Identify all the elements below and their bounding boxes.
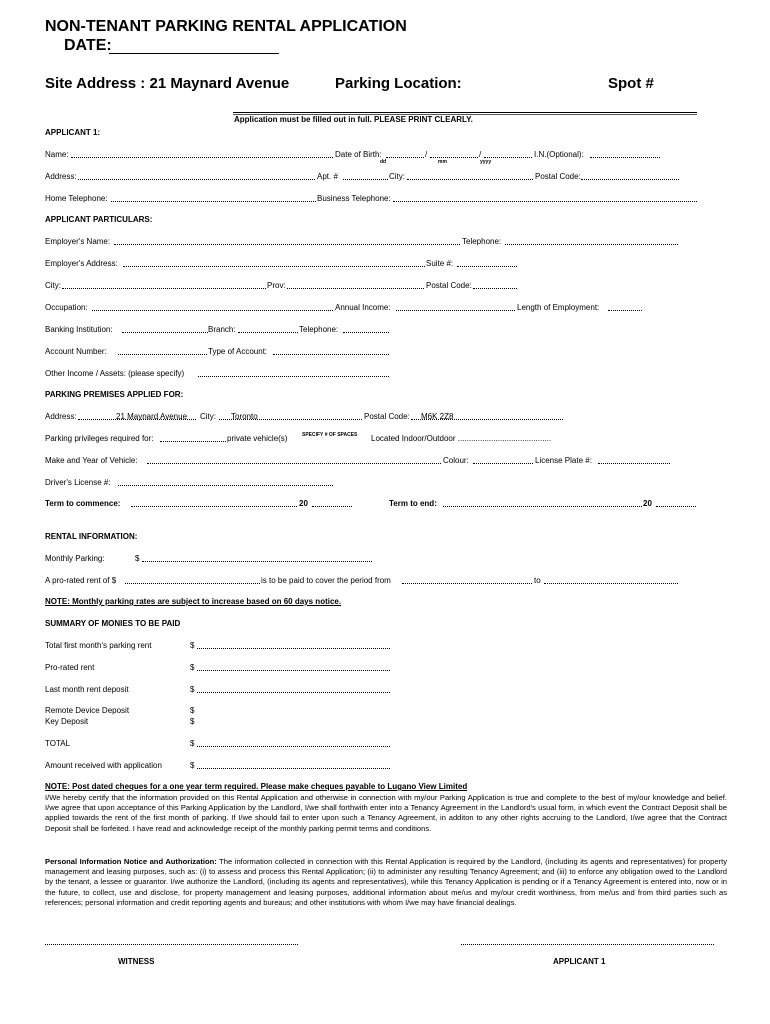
dob-sep-2: / [479, 150, 482, 159]
prov-field[interactable] [287, 280, 424, 289]
prorated-period-label: is to be paid to cover the period from [261, 576, 391, 585]
prorated-rent-field[interactable] [197, 662, 390, 671]
other-income-label: Other Income / Assets: (please specify) [45, 369, 185, 378]
summary-label: Amount received with application [45, 761, 162, 770]
applicant1-heading: APPLICANT 1: [45, 128, 101, 137]
type-account-label: Type of Account: [208, 347, 268, 356]
premises-heading: PARKING PREMISES APPLIED FOR: [45, 390, 184, 399]
privileges-field[interactable] [160, 433, 226, 442]
account-number-label: Account Number: [45, 347, 107, 356]
instruction-text: Application must be filled out in full. PLEASE PRINT CLEARLY. [234, 115, 473, 124]
employer-name-field[interactable] [114, 236, 460, 245]
premises-city-value: Toronto [231, 412, 258, 421]
private-vehicle-label: private vehicle(s) [227, 434, 288, 443]
summary-dollar: $ [190, 706, 195, 715]
rate-increase-note: NOTE: Monthly parking rates are subject to increase based on 60 days notice. [45, 597, 342, 606]
city-label: City: [389, 172, 405, 181]
spot-label: Spot # [608, 75, 654, 92]
employer-address-field[interactable] [123, 258, 425, 267]
apt-field[interactable] [343, 171, 388, 180]
summary-label: Total first month's parking rent [45, 641, 152, 650]
apt-label: Apt. # [317, 172, 338, 181]
term-end-20: 20 [643, 499, 652, 508]
suite-field[interactable] [457, 258, 517, 267]
particulars-heading: APPLICANT PARTICULARS: [45, 215, 153, 224]
site-address: Site Address : 21 Maynard Avenue [45, 75, 290, 92]
license-plate-field[interactable] [598, 455, 670, 464]
cheques-note: NOTE: Post dated cheques for a one year term required. Please make cheques payable to Lugano View Limited [45, 782, 468, 791]
last-month-field[interactable] [197, 684, 390, 693]
total-field[interactable] [197, 738, 390, 747]
postal-label: Postal Code: [535, 172, 581, 181]
certification-paragraph: I/We hereby certify that the information provided on this Rental Application and otherwise in connection with my/our Parking Application is true and complete to the best of my/our knowledge and belief. I/we agree that upon acceptance of this Parking Application by the Landlord, I/we shall forthwith enter into a Tenancy Agreement in the Landlord's usual form, in which event the Contract Deposit shall be applied towards the rent of the first month of parking. If I/we should fail to enter upon such a Tenancy Agreement, in additon to any other rights accruing to the Landlord, I/we agree that the Contract Deposit shall be forfeited. I have read and acknowledge receipt of the monthly parking permit terms and conditions. [45, 793, 727, 833]
summary-dollar: $ [190, 717, 195, 726]
prov-label: Prov: [267, 281, 286, 290]
term-commence-year-field[interactable] [312, 498, 352, 507]
employer-tel-label: Telephone: [462, 237, 502, 246]
summary-dollar: $ [190, 739, 195, 748]
date-label: DATE: [64, 37, 112, 54]
annual-income-label: Annual Income: [335, 303, 391, 312]
other-income-field[interactable] [198, 368, 389, 377]
in-field[interactable] [590, 149, 660, 158]
business-tel-label: Business Telephone: [317, 194, 391, 203]
license-plate-label: License Plate #: [535, 456, 592, 465]
monthly-dollar: $ [135, 554, 140, 563]
prorated-field[interactable] [125, 575, 260, 584]
privacy-paragraph [45, 857, 727, 908]
prorated-label: A pro-rated rent of $ [45, 576, 117, 585]
employer-tel-field[interactable] [505, 236, 678, 245]
monthly-parking-field[interactable] [142, 553, 372, 562]
summary-heading: SUMMARY OF MONIES TO BE PAID [45, 619, 181, 628]
emp-postal-field[interactable] [473, 280, 517, 289]
located-label: Located Indoor/Outdoor .......................................... [371, 434, 552, 443]
make-year-label: Make and Year of Vehicle: [45, 456, 138, 465]
first-month-field[interactable] [197, 640, 390, 649]
employer-address-label: Employer's Address: [45, 259, 118, 268]
term-commence-field[interactable] [131, 498, 297, 507]
monthly-parking-label: Monthly Parking: [45, 554, 105, 563]
summary-label: Remote Device Deposit [45, 706, 130, 715]
annual-income-field[interactable] [396, 302, 515, 311]
term-commence-20: 20 [299, 499, 308, 508]
city-field[interactable] [407, 171, 533, 180]
witness-signature-line[interactable] [45, 936, 298, 945]
name-label: Name: [45, 150, 69, 159]
home-tel-field[interactable] [111, 193, 316, 202]
dob-year-field[interactable] [484, 149, 532, 158]
prorated-from-field[interactable] [402, 575, 532, 584]
term-end-year-field[interactable] [656, 498, 696, 507]
header-rule [233, 112, 697, 113]
summary-label: Key Deposit [45, 717, 89, 726]
colour-field[interactable] [473, 455, 533, 464]
premises-address-label: Address: [45, 412, 77, 421]
dob-label: Date of Birth: [335, 150, 382, 159]
prorated-to-label: to [534, 576, 541, 585]
employer-name-label: Employer's Name: [45, 237, 111, 246]
premises-postal-label: Postal Code: [364, 412, 410, 421]
mm-hint: mm [438, 159, 447, 165]
make-year-field[interactable] [147, 455, 441, 464]
dob-sep-1: / [425, 150, 428, 159]
bank-tel-label: Telephone: [299, 325, 339, 334]
emp-postal-label: Postal Code: [426, 281, 472, 290]
length-employment-label: Length of Employment: [517, 303, 600, 312]
emp-city-field[interactable] [62, 280, 266, 289]
privacy-text: The information collected in connection with this Rental Application is required by the Landlord, (including its agents and representatives) for property management and leasing purposes, such as: (i) to assess and process this Rental Application; (ii) to administer any resulting Tenancy Agreement; and (iii) to enforce any obligation owed to the Landlord by the tenant, a lessee or guarantor. I/we authorize the Landlord, (including its agents and representatives), while this Tenancy Application is pending or if a Tenancy Agreement is entered into, now or in the future, to collect, use and disclose, for property management and leasing purposes, additional information about me/us and my/our credit worthiness, from me/us and from third parties such as references; personal information and credit reporting agents and bureaus; and other institutions with whom I/we may have financial dealings. [45, 857, 727, 907]
emp-city-label: City: [45, 281, 61, 290]
rental-heading: RENTAL INFORMATION: [45, 532, 138, 541]
dob-day-field[interactable] [386, 149, 424, 158]
colour-label: Colour: [443, 456, 469, 465]
banking-label: Banking Institution: [45, 325, 113, 334]
in-label: I.N.(Optional): [534, 150, 584, 159]
applicant-signature-label: APPLICANT 1 [553, 957, 606, 966]
premises-postal-value: M6K 2Z8 [421, 412, 454, 421]
date-field[interactable] [109, 39, 279, 54]
form-title: NON-TENANT PARKING RENTAL APPLICATION [45, 18, 407, 35]
business-tel-field[interactable] [393, 193, 697, 202]
term-commence-label: Term to commence: [45, 499, 121, 508]
specify-spaces-hint: SPECIFY # OF SPACES [302, 432, 358, 438]
amount-received-field[interactable] [197, 760, 390, 769]
summary-label: TOTAL [45, 739, 71, 748]
account-number-field[interactable] [118, 346, 207, 355]
length-employment-field[interactable] [608, 302, 642, 311]
summary-dollar: $ [190, 641, 195, 650]
suite-label: Suite #: [426, 259, 454, 268]
term-end-label: Term to end: [389, 499, 437, 508]
summary-dollar: $ [190, 663, 195, 672]
home-tel-label: Home Telephone: [45, 194, 108, 203]
privileges-label: Parking privileges required for: [45, 434, 154, 443]
banking-field[interactable] [122, 324, 208, 333]
term-end-field[interactable] [443, 498, 642, 507]
occupation-field[interactable] [92, 302, 333, 311]
dob-month-field[interactable] [430, 149, 478, 158]
premises-city-label: City: [200, 412, 216, 421]
type-account-field[interactable] [273, 346, 389, 355]
premises-address-value: 21 Maynard Avenue [116, 412, 188, 421]
prorated-to-field[interactable] [544, 575, 678, 584]
privacy-label: Personal Information Notice and Authorization: [45, 857, 217, 866]
postal-field[interactable] [581, 171, 679, 180]
drivers-license-field[interactable] [118, 477, 333, 486]
branch-field[interactable] [238, 324, 298, 333]
summary-label: Pro-rated rent [45, 663, 95, 672]
applicant-signature-line[interactable] [461, 936, 714, 945]
yyyy-hint: yyyy [480, 159, 492, 165]
address-label: Address: [45, 172, 77, 181]
branch-label: Branch: [208, 325, 236, 334]
summary-dollar: $ [190, 761, 195, 770]
drivers-license-label: Driver's License #: [45, 478, 111, 487]
address-field[interactable] [78, 171, 315, 180]
parking-location-label: Parking Location: [335, 75, 462, 92]
dd-hint: dd [380, 159, 387, 165]
summary-label: Last month rent deposit [45, 685, 129, 694]
summary-dollar: $ [190, 685, 195, 694]
name-field[interactable] [71, 149, 333, 158]
occupation-label: Occupation: [45, 303, 88, 312]
bank-tel-field[interactable] [343, 324, 389, 333]
witness-label: WITNESS [118, 957, 155, 966]
